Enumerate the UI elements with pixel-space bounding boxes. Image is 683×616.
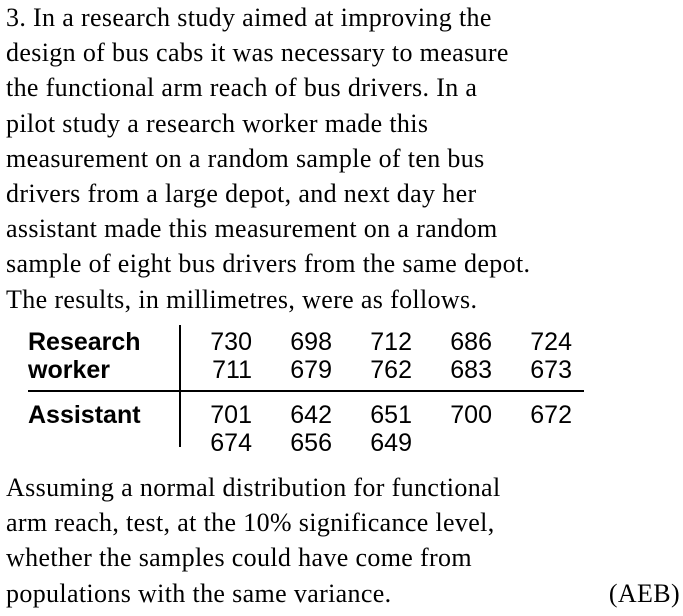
assistant-value: 674 bbox=[210, 429, 252, 457]
intro-line-3: the functional arm reach of bus drivers. In a bbox=[6, 73, 478, 103]
intro-line-6: drivers from a large depot, and next day her bbox=[6, 178, 477, 208]
closing-line-1: Assuming a normal distribution for functional bbox=[6, 473, 501, 502]
assistant-value: 672 bbox=[530, 401, 572, 429]
assistant-value: 701 bbox=[210, 401, 252, 429]
closing-final-text: populations with the same variance. bbox=[6, 578, 392, 608]
assistant-value: 642 bbox=[290, 401, 332, 429]
research-value: 673 bbox=[530, 356, 572, 384]
intro-line-8: sample of eight bus drivers from the same depot. bbox=[6, 249, 531, 279]
intro-line-9: The results, in millimetres, were as follows. bbox=[6, 284, 478, 314]
research-label-line-2: worker bbox=[28, 356, 110, 384]
research-label-line-1: Research bbox=[28, 328, 141, 356]
intro-line-4: pilot study a research worker made this bbox=[6, 108, 429, 138]
table-vertical-rule bbox=[179, 325, 181, 447]
research-value: 679 bbox=[290, 356, 332, 384]
assistant-value: 700 bbox=[450, 401, 492, 429]
closing-line-3: whether the samples could have come from bbox=[6, 543, 472, 573]
research-value: 683 bbox=[450, 356, 492, 384]
research-value: 712 bbox=[370, 328, 412, 356]
research-value: 711 bbox=[212, 356, 252, 384]
research-value: 730 bbox=[210, 328, 252, 356]
research-value: 686 bbox=[450, 328, 492, 356]
question-closing bbox=[6, 470, 682, 611]
intro-line-1: 3. In a research study aimed at improving the bbox=[6, 3, 492, 32]
assistant-label: Assistant bbox=[28, 401, 141, 429]
source-reference: (AEB) bbox=[608, 578, 680, 608]
intro-line-7: assistant made this measurement on a random bbox=[6, 214, 498, 244]
closing-line-2: arm reach, test, at the 10% significance level, bbox=[6, 508, 495, 538]
intro-line-2: design of bus cabs it was necessary to measure bbox=[6, 38, 509, 68]
closing-line-4 bbox=[6, 576, 680, 611]
intro-line-5: measurement on a random sample of ten bus bbox=[6, 143, 485, 173]
assistant-value: 649 bbox=[370, 429, 412, 457]
research-value: 724 bbox=[530, 328, 572, 356]
assistant-value: 651 bbox=[370, 401, 412, 429]
assistant-value: 656 bbox=[290, 429, 332, 457]
research-value: 698 bbox=[290, 328, 332, 356]
research-value: 762 bbox=[370, 356, 412, 384]
table-horizontal-rule bbox=[28, 390, 584, 392]
